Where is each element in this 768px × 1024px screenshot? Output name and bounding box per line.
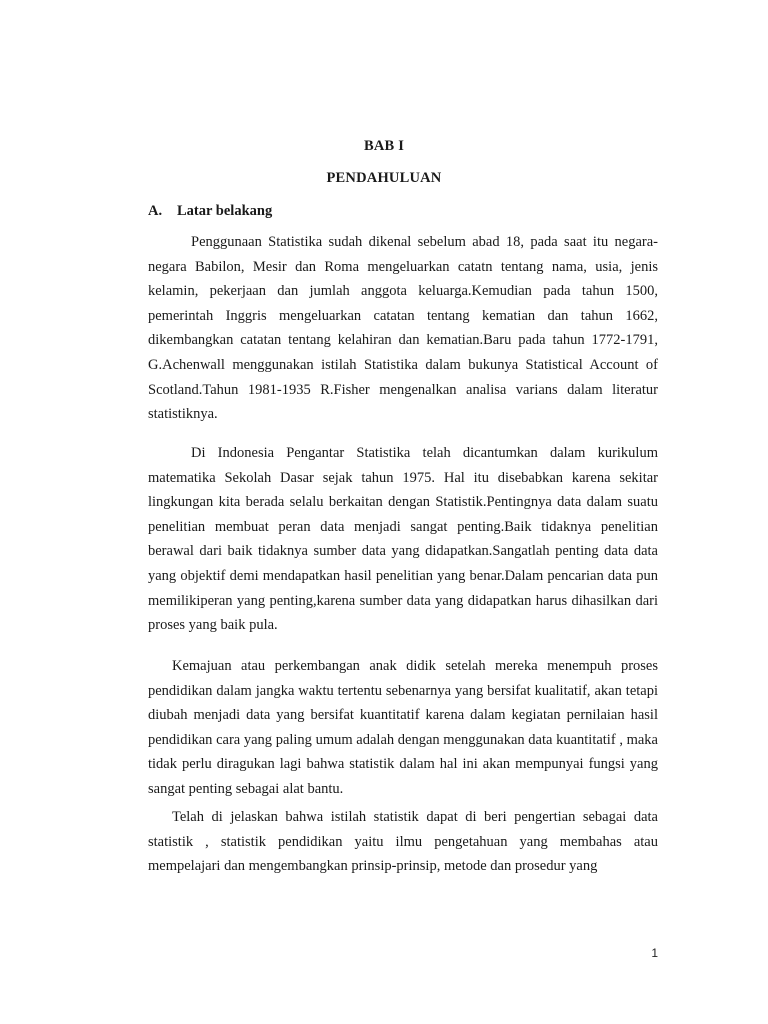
- section-heading: [148, 203, 272, 220]
- paragraph-indonesia: Di Indonesia Pengantar Statistika telah dicantumkan dalam kurikulum matematika Sekolah Dasar sejak tahun 1975. Hal itu disebabkan karena sekitar lingkungan kita berada selalu berkaitan dengan Statistik.Pentingnya data dalam suatu penelitian membuat peran data menjadi sangat penting.Baik tidaknya penelitian berawal dari baik tidaknya sumber data yang didapatkan.Sangatlah penting data data yang objektif demi mendapatkan hasil penelitian yang benar.Dalam pencarian data pun memilikiperan yang penting,karena sumber data yang didapatkan harus dihasilkan dari proses yang baik pula.: [148, 445, 658, 634]
- paragraph-definition: Telah di jelaskan bahwa istilah statistik dapat di beri pengertian sebagai data statistik , statistik pendidikan yaitu ilmu pengetahuan yang membahas atau mempelajari dan mengembangkan prinsip-prinsip, metode dan prosedur yang: [148, 809, 658, 875]
- section-title: Latar belakang: [177, 203, 273, 219]
- section-number: A.: [148, 203, 163, 219]
- paragraph-progress: Kemajuan atau perkembangan anak didik setelah mereka menempuh proses pendidikan dalam jangka waktu tertentu sebenarnya yang bersifat kualitatif, akan tetapi diubah menjadi data yang bersifat kuantitatif karena dalam kegiatan pernilaian hasil pendidikan cara yang paling umum adalah dengan menggunakan data kuantitatif , maka tidak perlu diragukan lagi bahwa statistik dalam hal ini akan mempunyai fungsi yang sangat penting sebagai alat bantu.: [148, 658, 658, 797]
- page-number: 1: [651, 946, 658, 960]
- chapter-number: BAB I: [363, 138, 405, 154]
- chapter-title: PENDAHULUAN: [326, 170, 442, 186]
- paragraph-history: Penggunaan Statistika sudah dikenal sebelum abad 18, pada saat itu negara-negara Babilon, Mesir dan Roma mengeluarkan catatn tentang nama, usia, jenis kelamin, pekerjaan dan jumlah anggota keluarga.Kemudian pada tahun 1500, pemerintah Inggris mengeluarkan catatan tentang kematian dan tahun 1662, dikembangkan catatan tentang kelahiran dan kematian.Baru pada tahun 1772-1791, G.Achenwall menggunakan istilah Statistika dalam bukunya Statistical Account of Scotland.Tahun 1981-1935 R.Fisher mengenalkan analisa varians dalam literatur statistiknya.: [148, 234, 658, 423]
